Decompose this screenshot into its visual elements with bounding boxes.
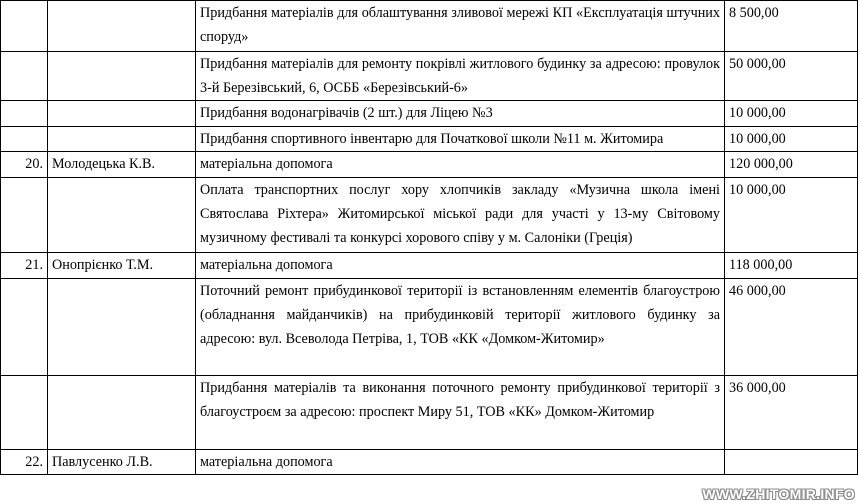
amount: 118 000,00	[725, 253, 858, 279]
table-row	[1, 152, 858, 178]
table-row	[1, 101, 858, 127]
row-number	[1, 279, 48, 376]
amount: 10 000,00	[725, 178, 858, 253]
recipient-name	[48, 52, 196, 101]
expense-description: Придбання спортивного інвентарю для Початкової школи №11 м. Житомира	[196, 127, 725, 152]
expense-description: матеріальна допомога	[196, 253, 725, 279]
table-row	[1, 127, 858, 152]
row-number	[1, 376, 48, 450]
row-number	[1, 178, 48, 253]
expense-description: Оплата транспортних послуг хору хлопчиків закладу «Музична школа імені Святослава Ріхтера» Житомирської міської ради для участі у 13-му Світовому музичному фестивалі та конкурсі хорового співу у м. Салоніки (Греція)	[196, 178, 725, 253]
amount: 46 000,00	[725, 279, 858, 376]
row-number	[1, 127, 48, 152]
table-row	[1, 52, 858, 101]
recipient-name	[48, 1, 196, 52]
expense-description: Придбання матеріалів для облаштування зливової мережі КП «Експлуатація штучних споруд»	[196, 1, 725, 52]
amount: 8 500,00	[725, 1, 858, 52]
table-row	[1, 253, 858, 279]
expense-description: Поточний ремонт прибудинкової території із встановленням елементів благоустрою (обладнання майданчиків) на прибудинковій території житлового будинку за адресою: вул. Всеволода Петріва, 1, ТОВ «КК «Домком-Житомир»	[196, 279, 725, 376]
table-row	[1, 376, 858, 450]
recipient-name: Павлусенко Л.В.	[48, 450, 196, 475]
table-row	[1, 178, 858, 253]
recipient-name	[48, 178, 196, 253]
amount: 36 000,00	[725, 376, 858, 450]
expense-description: матеріальна допомога	[196, 450, 725, 475]
row-number: 21.	[1, 253, 48, 279]
row-number: 20.	[1, 152, 48, 178]
recipient-name	[48, 127, 196, 152]
amount	[725, 450, 858, 475]
row-number	[1, 52, 48, 101]
table-row	[1, 279, 858, 376]
recipient-name	[48, 279, 196, 376]
amount: 120 000,00	[725, 152, 858, 178]
expense-description: Придбання матеріалів для ремонту покрівлі житлового будинку за адресою: провулок 3-й Березівський, 6, ОСББ «Березівський-6»	[196, 52, 725, 101]
amount: 50 000,00	[725, 52, 858, 101]
row-number	[1, 101, 48, 127]
expense-description: Придбання матеріалів та виконання поточного ремонту прибудинкової території з благоустроєм за адресою: проспект Миру 51, ТОВ «КК» Домком-Житомир	[196, 376, 725, 450]
recipient-name	[48, 101, 196, 127]
site-watermark: WWW.ZHITOMIR.INFO	[702, 486, 855, 502]
recipient-name	[48, 376, 196, 450]
expense-description: матеріальна допомога	[196, 152, 725, 178]
table-row	[1, 450, 858, 475]
recipient-name: Молодецька К.В.	[48, 152, 196, 178]
recipient-name: Онопрієнко Т.М.	[48, 253, 196, 279]
amount: 10 000,00	[725, 101, 858, 127]
amount: 10 000,00	[725, 127, 858, 152]
table-row	[1, 1, 858, 52]
row-number	[1, 1, 48, 52]
expense-description: Придбання водонагрівачів (2 шт.) для Ліцею №3	[196, 101, 725, 127]
row-number: 22.	[1, 450, 48, 475]
